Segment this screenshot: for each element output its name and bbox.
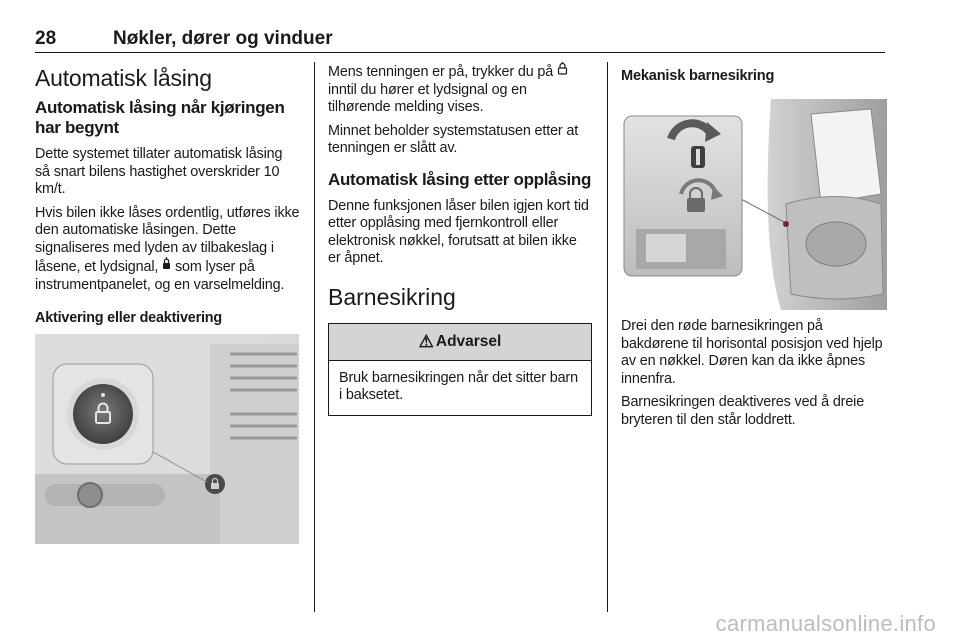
page-header — [35, 26, 885, 53]
mechanical-child-lock-illustration — [621, 94, 887, 310]
page-number: 28 — [35, 28, 57, 49]
warning-text: Bruk barnesikringen når det sitter barn i baksetet. — [339, 369, 578, 403]
column-right — [621, 62, 887, 435]
paragraph-text-b: inntil du hører et lydsignal og en tilhørende melding vises. — [328, 81, 527, 115]
paragraph-auto-lock-intro: Dette systemet tillater automatisk låsing så snart bilens hastighet overskrider 10 km/t. — [35, 146, 283, 197]
paragraph-auto-lock-fail — [35, 205, 301, 295]
watermark-url: carmanualsonline.info — [715, 611, 936, 636]
subhead-activation: Aktivering eller deaktivering — [35, 310, 222, 326]
lock-warning-icon — [162, 257, 171, 276]
paragraph-text-a: Mens tenningen er på, trykker du på — [328, 64, 554, 80]
warning-triangle-icon: ⚠ — [418, 331, 434, 351]
lock-button-icon — [557, 62, 568, 81]
subsection-title-driving-lock: Automatisk låsing når kjøringen har begynt — [35, 98, 285, 137]
paragraph-text-a: Hvis bilen ikke låses ordentlig, utføres ikke den automatiske låsingen. Dette signaliseres med lyden av tilbakeslag i låsene, et lydsignal, — [35, 204, 300, 275]
column-divider-1 — [314, 62, 315, 612]
subsection-title-relock: Automatisk låsing etter opplåsing — [328, 169, 592, 189]
warning-header — [329, 324, 591, 361]
paragraph-child-lock-deactivate: Barnesikringen deaktiveres ved å dreie bryteren til den står loddrett. — [621, 394, 865, 428]
column-divider-2 — [607, 62, 608, 612]
warning-box — [328, 323, 592, 416]
paragraph-child-lock-activate: Drei den røde barnesikringen på bakdørene til horisontal posisjon ved hjelp av en nøkkel. Døren kan da ikke åpnes innenfra. — [621, 318, 883, 387]
lock-button-dashboard-illustration — [35, 334, 299, 544]
subhead-mechanical-child-lock: Mekanisk barnesikring — [621, 68, 775, 84]
paragraph-relock: Denne funksjonen låser bilen igjen kort tid etter opplåsing med fjernkontroll eller elektronisk nøkkel, forutsatt at bilen ikke er åpnet. — [328, 197, 589, 266]
column-left — [35, 62, 301, 544]
paragraph-press-button — [328, 62, 592, 117]
paragraph-memory: Minnet beholder systemstatusen etter at tenningen er slått av. — [328, 122, 579, 156]
warning-title: Advarsel — [435, 332, 502, 350]
section-title-child-lock: Barnesikring — [328, 283, 456, 310]
warning-body — [329, 361, 591, 415]
column-middle — [328, 62, 592, 416]
section-title-automatic-locking: Automatisk låsing — [35, 65, 212, 91]
paragraph-text-b: som lyser på instrumentpanelet, og en varselmelding. — [35, 259, 285, 293]
chapter-title: Nøkler, dører og vinduer — [113, 28, 333, 49]
